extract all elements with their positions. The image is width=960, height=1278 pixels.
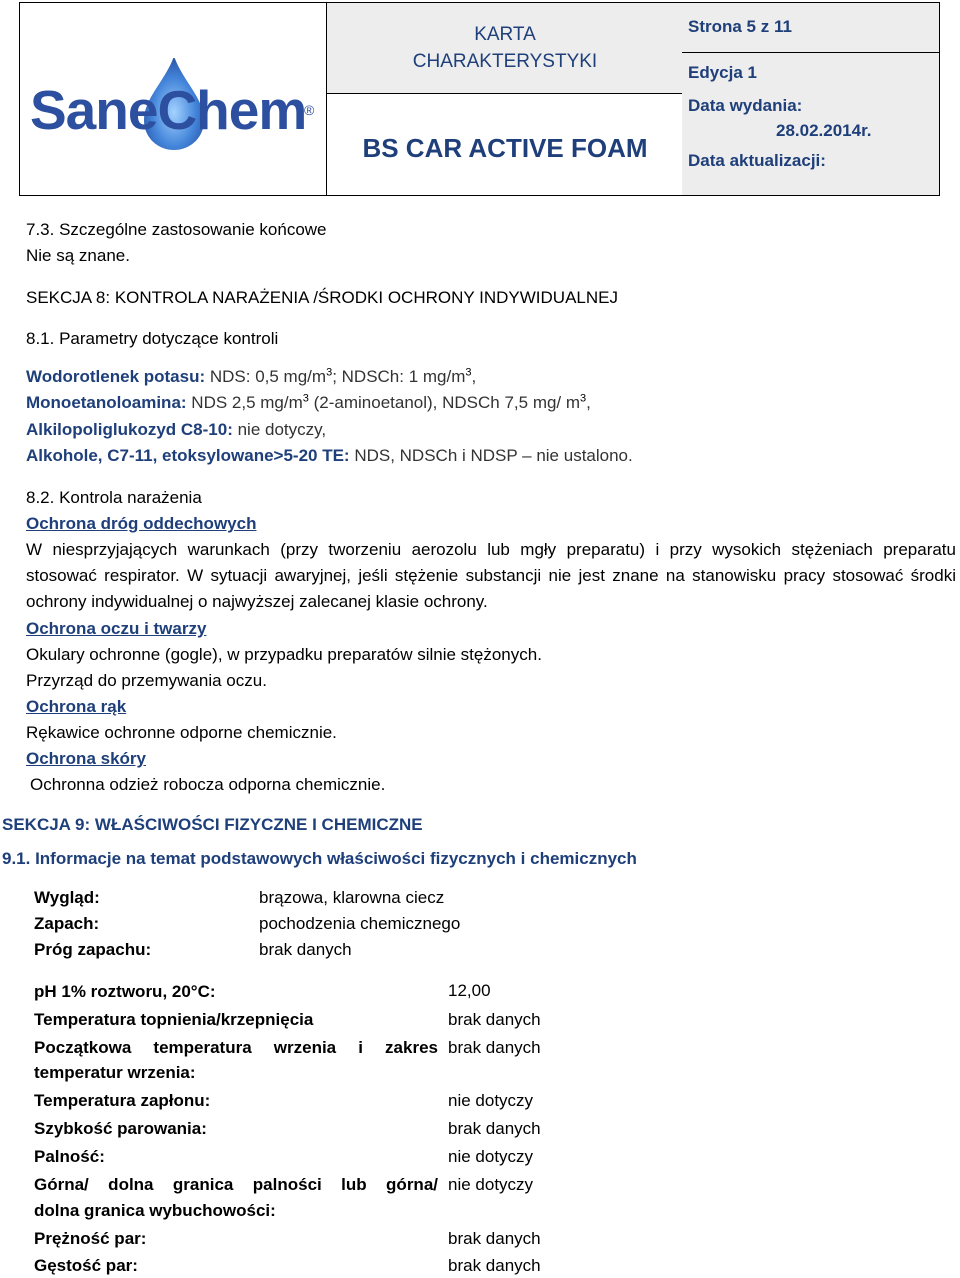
boiling-point-label: Początkowa temperatura wrzenia i zakres <box>34 1038 438 1057</box>
page-number: Strona 5 z 11 <box>688 17 792 36</box>
registered-mark: ® <box>304 102 315 118</box>
appearance-value: brązowa, klarowna ciecz <box>259 888 445 907</box>
section-7-3-title: 7.3. Szczególne zastosowanie końcowe <box>26 220 327 239</box>
doc-type: KARTA CHARAKTERYSTYKI <box>327 3 683 94</box>
param-potassium-hydroxide: Wodorotlenek potasu: NDS: 0,5 $mg/m^3$; NDSCh: 1 $mg/m^3$, <box>26 366 477 386</box>
section-8-2-title: 8.2. Kontrola narażenia <box>26 488 202 507</box>
respiratory-protection-title: Ochrona dróg oddechowych <box>26 514 257 533</box>
hand-protection-title: Ochrona rąk <box>26 697 127 716</box>
explosive-limits-label-2: dolna granica wybuchowości: <box>34 1201 276 1220</box>
product-name: BS CAR ACTIVE FOAM <box>362 133 648 163</box>
sanechem-logo <box>28 58 318 158</box>
vapor-pressure-label: Prężność par: <box>34 1229 147 1248</box>
skin-protection-text: Ochronna odzież robocza odporna chemicznie. <box>30 775 386 794</box>
brand-name: SaneChem <box>30 79 307 141</box>
flash-point-label: Temperatura zapłonu: <box>34 1091 211 1110</box>
section-8-1-title: 8.1. Parametry dotyczące kontroli <box>26 329 279 348</box>
flammability-label: Palność: <box>34 1147 105 1166</box>
hand-protection-text: Rękawice ochronne odporne chemicznie. <box>26 723 337 742</box>
section-9-1-title: 9.1. Informacje na temat podstawowych właściwości fizycznych i chemicznych <box>2 849 637 868</box>
eye-protection-title: Ochrona oczu i twarzy <box>26 619 207 638</box>
eye-protection-text-1: Okulary ochronne (gogle), w przypadku preparatów silnie stężonych. <box>26 645 542 664</box>
flammability-value: nie dotyczy <box>448 1147 534 1166</box>
section-9-title: SEKCJA 9: WŁAŚCIWOŚCI FIZYCZNE I CHEMICZNE <box>2 815 423 834</box>
respiratory-protection-text: W niesprzyjających warunkach (przy tworzeniu aerozolu lub mgły preparatu) i przy wysokich stężeniach preparatu stosować respirator. W sytuacji awaryjnej, jeśli stężenie substancji nie jest znane na stanowisku pracy stosować środki ochrony indywidualnej o najwyższej zalecanej klasie ochrony. <box>26 540 956 611</box>
param-monoethanolamine: Monoetanoloamina: NDS 2,5 $mg/m^3$ (2-aminoetanol), NDSCh 7,5 mg/ $m^3$, <box>26 392 591 412</box>
header-meta-column <box>682 3 939 195</box>
issue-date: 28.02.2014r. <box>776 121 872 140</box>
explosive-limits-value: nie dotyczy <box>448 1175 534 1194</box>
param-alcohols: Alkohole, C7-11, etoksylowane>5-20 TE: NDS, NDSCh i NDSP – nie ustalono. <box>26 446 633 465</box>
section-7-3-text: Nie są znane. <box>26 246 130 265</box>
update-date-label: Data aktualizacji: <box>688 151 826 170</box>
eye-protection-text-2: Przyrząd do przemywania oczu. <box>26 671 267 690</box>
vapor-pressure-value: brak danych <box>448 1229 541 1248</box>
boiling-point-value: brak danych <box>448 1038 541 1057</box>
boiling-point-label-2: temperatur wrzenia: <box>34 1063 196 1082</box>
section-8-title: SEKCJA 8: KONTROLA NARAŻENIA /ŚRODKI OCHRONY INDYWIDUALNEJ <box>26 288 618 307</box>
odor-threshold-value: brak danych <box>259 940 352 959</box>
skin-protection-title: Ochrona skóry <box>26 749 146 768</box>
flash-point-value: nie dotyczy <box>448 1091 534 1110</box>
header-title-column <box>326 3 684 195</box>
param-alkylpolyglucoside: Alkilopoliglukozyd C8-10: nie dotyczy, <box>26 420 327 439</box>
evaporation-rate-label: Szybkość parowania: <box>34 1119 207 1138</box>
ph-value: 12,00 <box>448 981 491 1000</box>
melting-point-label: Temperatura topnienia/krzepnięcia <box>34 1010 314 1029</box>
melting-point-value: brak danych <box>448 1010 541 1029</box>
appearance-label: Wygląd: <box>34 888 100 907</box>
explosive-limits-label: Górna/ dolna granica palności lub górna/ <box>34 1175 438 1194</box>
vapor-density-value: brak danych <box>448 1256 541 1275</box>
edition: Edycja 1 <box>688 63 757 82</box>
evaporation-rate-value: brak danych <box>448 1119 541 1138</box>
issue-date-label: Data wydania: <box>688 96 803 115</box>
odor-threshold-label: Próg zapachu: <box>34 940 152 959</box>
odor-label: Zapach: <box>34 914 100 933</box>
odor-value: pochodzenia chemicznego <box>259 914 461 933</box>
ph-label: pH 1% roztworu, 20°C: <box>34 982 216 1001</box>
document-header <box>19 2 940 196</box>
vapor-density-label: Gęstość par: <box>34 1256 138 1275</box>
